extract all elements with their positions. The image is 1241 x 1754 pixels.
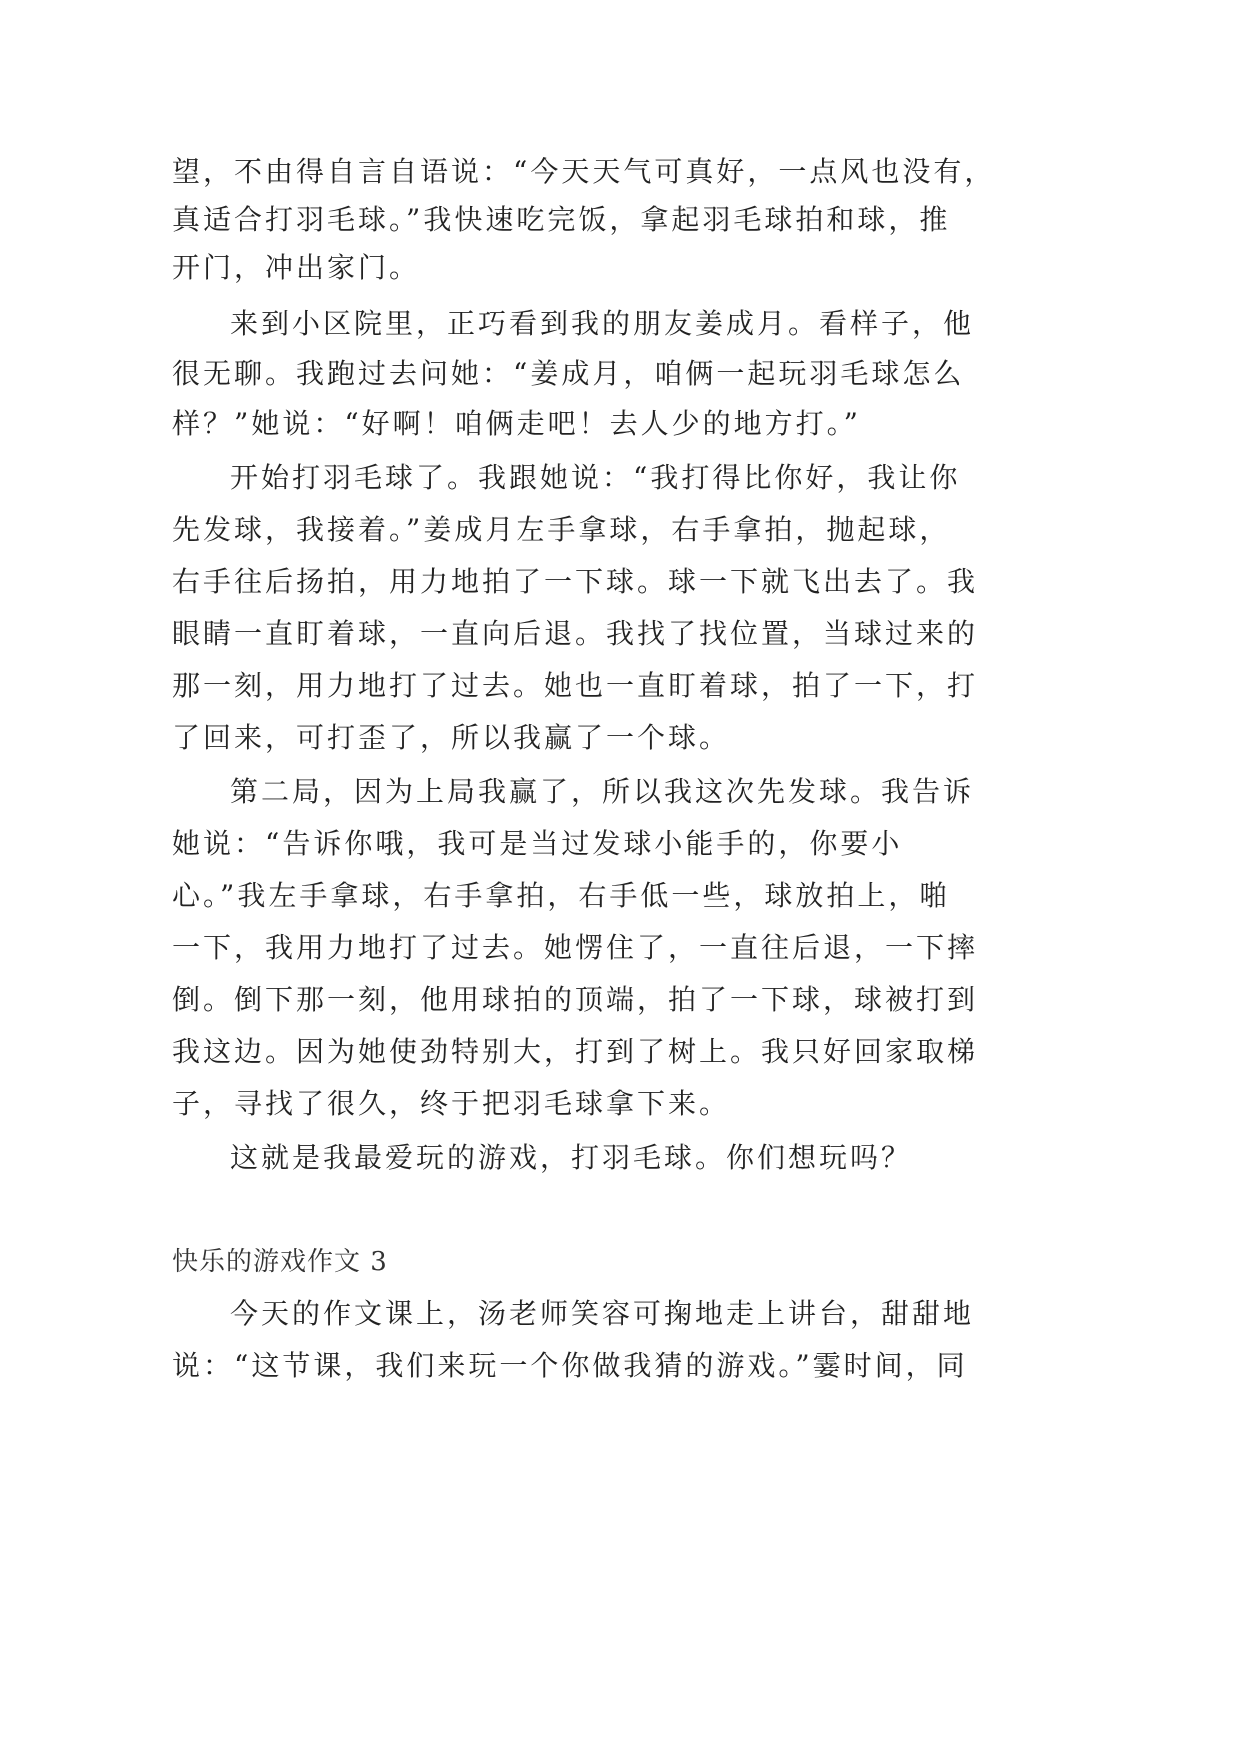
paragraph-4-line-7: 子，寻找了很久，终于把羽毛球拿下来。 (172, 1087, 731, 1120)
paragraph-1-line-1: 望，不由得自言自语说：“今天天气可真好，一点风也没有， (172, 155, 996, 188)
paragraph-4-line-6: 我这边。因为她使劲特别大，打到了树上。我只好回家取梯 (172, 1035, 979, 1068)
paragraph-3-line-2: 先发球，我接着。”姜成月左手拿球，右手拿拍，抛起球， (172, 513, 951, 546)
paragraph-4-line-3: 心。”我左手拿球，右手拿拍，右手低一些，球放拍上，啪 (172, 879, 951, 912)
paragraph-1-line-3: 开门，冲出家门。 (172, 251, 421, 284)
paragraph-4-line-1: 第二局，因为上局我赢了，所以我这次先发球。我告诉 (230, 775, 975, 808)
paragraph-2-line-2: 很无聊。我跑过去问她：“姜成月，咱俩一起玩羽毛球怎么 (172, 357, 965, 390)
paragraph-3-line-1: 开始打羽毛球了。我跟她说：“我打得比你好，我让你 (230, 461, 961, 494)
paragraph-2-line-1: 来到小区院里，正巧看到我的朋友姜成月。看样子，他 (230, 307, 975, 340)
paragraph-3-line-5: 那一刻，用力地打了过去。她也一直盯着球，拍了一下，打 (172, 669, 979, 702)
paragraph-4-line-5: 倒。倒下那一刻，他用球拍的顶端，拍了一下球，球被打到 (172, 983, 979, 1016)
paragraph-3-line-6: 了回来，可打歪了，所以我赢了一个球。 (172, 721, 731, 754)
paragraph-2-line-3: 样？”她说：“好啊！咱俩走吧！去人少的地方打。” (172, 407, 861, 440)
paragraph-5-line-1: 这就是我最爱玩的游戏，打羽毛球。你们想玩吗？ (230, 1141, 913, 1174)
section-title: 快乐的游戏作文 3 (172, 1247, 388, 1277)
paragraph-6-line-1: 今天的作文课上，汤老师笑容可掬地走上讲台，甜甜地 (230, 1297, 975, 1330)
paragraph-6-line-2: 说：“这节课，我们来玩一个你做我猜的游戏。”霎时间，同 (172, 1349, 968, 1382)
paragraph-4-line-4: 一下，我用力地打了过去。她愣住了，一直往后退，一下摔 (172, 931, 979, 964)
paragraph-4-line-2: 她说：“告诉你哦，我可是当过发球小能手的，你要小 (172, 827, 903, 860)
paragraph-1-line-2: 真适合打羽毛球。”我快速吃完饭，拿起羽毛球拍和球，推 (172, 203, 951, 236)
paragraph-3-line-4: 眼睛一直盯着球，一直向后退。我找了找位置，当球过来的 (172, 617, 979, 650)
paragraph-3-line-3: 右手往后扬拍，用力地拍了一下球。球一下就飞出去了。我 (172, 565, 979, 598)
